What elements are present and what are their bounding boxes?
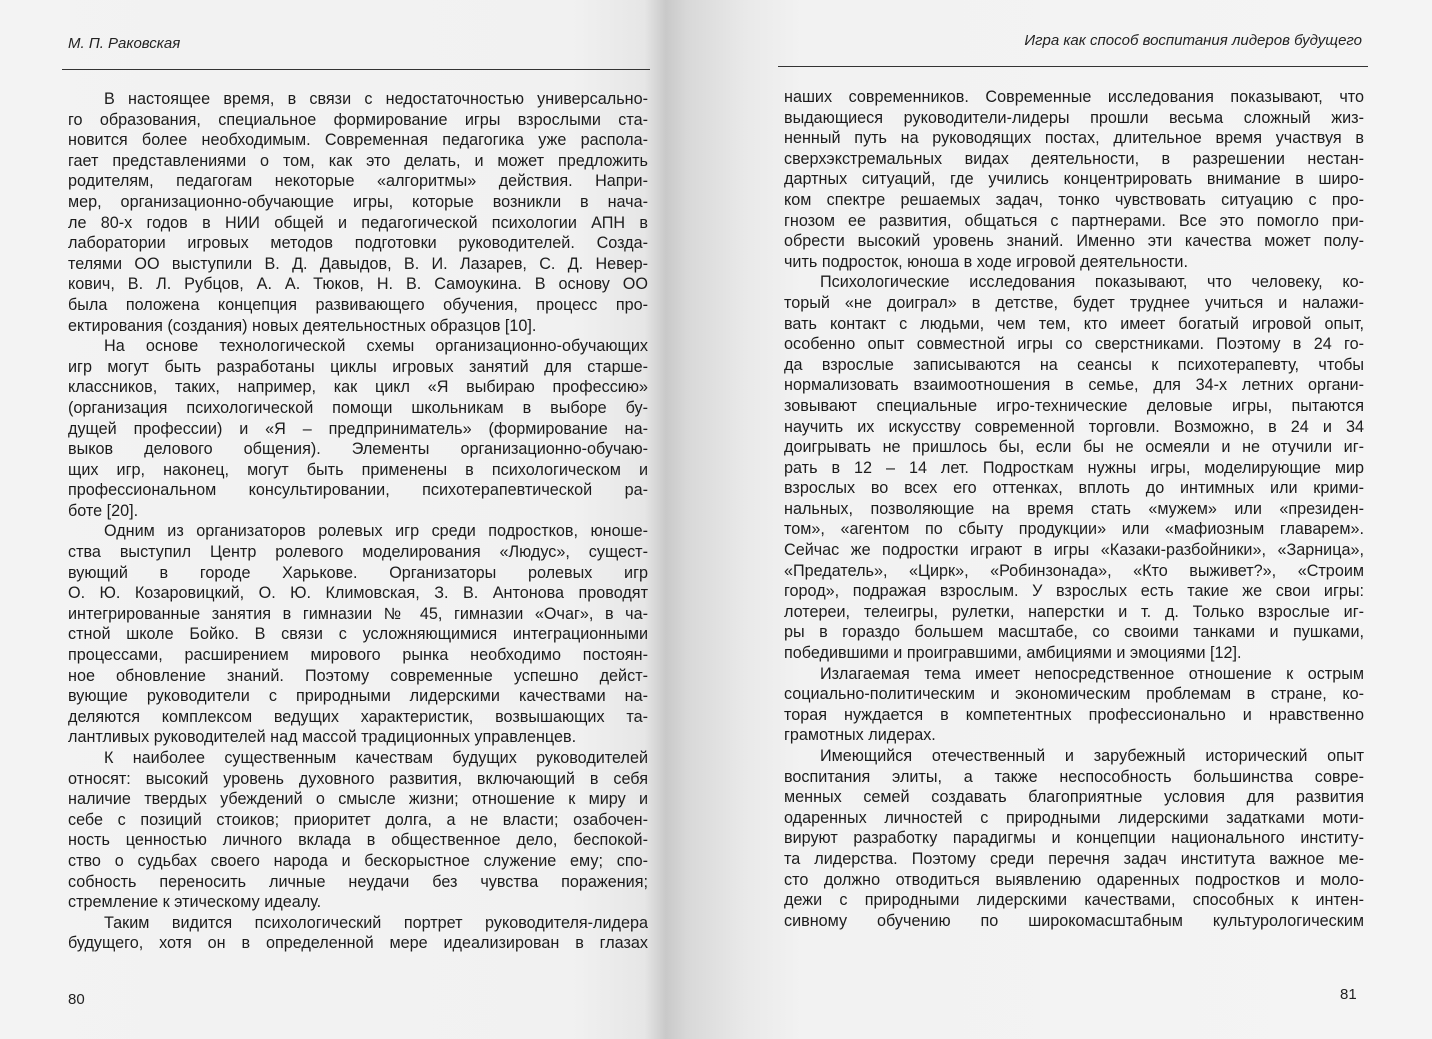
text-line: стной школе Бойко. В связи с усложняющимися интеграционными bbox=[68, 625, 648, 644]
text-line: интегрированные занятия в гимназии № 45, гимназии «Очаг», в ча- bbox=[68, 604, 648, 623]
text-line: дартных ситуаций, где учились концентрировать внимание в широ- bbox=[784, 170, 1364, 189]
text-line: «Предатель», «Цирк», «Робинзонада», «Кто выживет?», «Строим bbox=[784, 561, 1364, 580]
text-line: ры в гораздо большем масштабе, со своими танками и пушками, bbox=[784, 623, 1364, 642]
text-line: Таким видится психологический портрет руководителя-лидера bbox=[104, 913, 648, 932]
text-line: нальных, позволяющие на время стать «мужем» или «президен- bbox=[784, 499, 1364, 518]
text-line: чить подросток, юноша в ходе игровой деятельности. bbox=[784, 252, 1188, 271]
header-rule-right bbox=[778, 66, 1368, 67]
text-line: ное обновление знаний. Поэтому современные успешно дейст- bbox=[68, 666, 648, 685]
text-line: выдающиеся руководители-лидеры прошли весьма сложный жиз- bbox=[784, 108, 1364, 127]
text-line: обрести высокий уровень знаний. Именно эти качества может полу- bbox=[784, 232, 1364, 251]
text-line: лотереи, телеигры, рулетки, наперстки и т. д. Только взрослые иг- bbox=[784, 602, 1364, 621]
text-line: новится более необходимым. Современная педагогика уже распола- bbox=[68, 131, 648, 150]
text-line: боте [20]. bbox=[68, 501, 139, 520]
text-line: торый «не доиграл» в детстве, будет труднее учиться и налажи- bbox=[784, 293, 1364, 312]
text-line: взрослых во всех его оттенках, вплоть до интимных или крими- bbox=[784, 479, 1364, 498]
text-line: нормализовать взаимоотношения в семье, для 34-х летних органи- bbox=[784, 376, 1364, 395]
text-line: ле 80-х годов в НИИ общей и педагогической психологии АПН в bbox=[68, 213, 648, 232]
text-line: вируют разработку парадигмы и концепции национального институ- bbox=[784, 829, 1364, 848]
text-line: воспитания элиты, а также неспособность большинства совре- bbox=[784, 767, 1364, 786]
text-line: щих игр, наконец, могут быть применены в психологическом и bbox=[68, 460, 648, 479]
text-line: вующие руководители с природными лидерскими качествами на- bbox=[68, 687, 648, 706]
page-number-left: 80 bbox=[68, 991, 85, 1008]
text-line: вующий в городе Харькове. Организаторы ролевых игр bbox=[68, 563, 648, 582]
text-line: социально-политическим и экономическим проблемам в стране, ко- bbox=[784, 685, 1364, 704]
text-line: менных семей создавать благоприятные условия для развития bbox=[784, 788, 1364, 807]
text-line: собность переносить личные неудачи без чувства поражения; bbox=[68, 872, 648, 891]
text-line: родителям, педагогам некоторые «алгоритмы» действия. Напри- bbox=[68, 172, 648, 191]
paragraph bbox=[784, 87, 1364, 272]
paragraph bbox=[784, 272, 1364, 663]
text-line: дущей профессии) и «Я – предприниматель» (формирование на- bbox=[68, 419, 648, 438]
text-line: процессами, расширением мирового рынка необходимо постоян- bbox=[68, 646, 648, 665]
text-line: Имеющийся отечественный и зарубежный исторический опыт bbox=[820, 747, 1364, 765]
text-line: зовывают специальные игро-технические деловые игры, пытаются bbox=[784, 396, 1364, 415]
paragraph bbox=[68, 521, 648, 748]
paragraph bbox=[68, 913, 648, 954]
text-line: город», подражая взрослым. У взрослых есть такие же свои игры: bbox=[784, 582, 1364, 601]
text-line: ектирования (создания) новых деятельностных образцов [10]. bbox=[68, 316, 537, 335]
text-line: На основе технологической схемы организационно-обучающих bbox=[104, 337, 648, 356]
text-line: стремление к этическому идеалу. bbox=[68, 893, 322, 912]
text-line: лаборатории игровых методов подготовки руководителей. Созда- bbox=[68, 234, 648, 253]
text-line: Сейчас же подростки играют в игры «Казаки-разбойники», «Зарница», bbox=[784, 541, 1364, 560]
text-line: (организация психологической помощи школьникам в выборе бу- bbox=[68, 398, 648, 417]
text-line: наличие твердых убеждений о смысле жизни; отношение к миру и bbox=[68, 790, 648, 809]
text-line: ства выступил Центр ролевого моделирования «Людус», сущест- bbox=[68, 543, 648, 562]
text-line: рать в 12 – 14 лет. Подросткам нужны игры, моделирующие мир bbox=[784, 458, 1364, 477]
text-line: себе с позиций стоиков; приоритет долга, а не власти; озабочен- bbox=[68, 810, 648, 829]
text-line: ком спектре решаемых задач, тонко чувствовать ситуацию с про- bbox=[784, 190, 1364, 209]
text-line: кович, В. Л. Рубцов, А. А. Тюков, Н. В. Самоукина. В основу ОО bbox=[68, 275, 648, 294]
text-line: ство о судьбах своего народа и бескорыстное служение ему; спо- bbox=[68, 851, 648, 870]
text-line: гает представлениями о том, как это делать, и может предложить bbox=[68, 151, 648, 170]
text-line: да взрослые записываются на сеансы к психотерапевту, чтобы bbox=[784, 355, 1364, 374]
text-line: Одним из организаторов ролевых игр среди подростков, юноше- bbox=[104, 522, 648, 541]
text-line: К наиболее существенным качествам будущих руководителей bbox=[104, 749, 648, 767]
paragraph bbox=[784, 746, 1364, 931]
paragraph bbox=[68, 748, 648, 913]
text-line: выков делового общения). Элементы организационно-обучаю- bbox=[68, 440, 648, 459]
text-line: вать контакт с людьми, чем тем, кто имеет богатый игровой опыт, bbox=[784, 314, 1364, 333]
text-line: победившими и проигравшими, амбициями и эмоциями [12]. bbox=[784, 644, 1242, 663]
text-line: одаренных личностей с природными лидерскими задатками моти- bbox=[784, 808, 1364, 827]
running-header-title: Игра как способ воспитания лидеров будущего bbox=[1024, 32, 1362, 49]
header-rule-left bbox=[62, 69, 650, 70]
text-line: деляются комплексом ведущих характеристик, возвышающих та- bbox=[68, 707, 648, 726]
paragraph bbox=[68, 89, 648, 336]
paragraph bbox=[68, 336, 648, 521]
text-line: наших современников. Современные исследования показывают, что bbox=[784, 88, 1364, 106]
text-line: том», «агентом по сбыту продукции» или «мафиозным главарем». bbox=[784, 520, 1364, 539]
text-line: особенно опыт совместной игры со сверстниками. Поэтому в 24 го- bbox=[784, 335, 1364, 354]
text-line: торая нуждается в компетентных профессионально и нравственно bbox=[784, 705, 1364, 724]
text-line: Психологические исследования показывают, что человеку, ко- bbox=[820, 273, 1364, 292]
text-line: та лидерства. Поэтому среди перечня задач института важное ме- bbox=[784, 849, 1364, 868]
text-line: ненный путь на руководящих постах, длительное время участвуя в bbox=[784, 129, 1364, 148]
text-line: В настоящее время, в связи с недостаточностью универсально- bbox=[104, 90, 648, 108]
text-line: грамотных лидерах. bbox=[784, 726, 936, 745]
text-line: научить их искусству современной торговли. Возможно, в 24 и 34 bbox=[784, 417, 1364, 436]
text-line: гнозом ее развития, общаться с партнерами. Все это помогло при- bbox=[784, 211, 1364, 230]
text-line: Излагаемая тема имеет непосредственное отношение к острым bbox=[820, 664, 1364, 683]
text-line: сивному обучению по широкомасштабным культурологическим bbox=[784, 911, 1364, 930]
text-line: игр могут быть разработаны циклы игровых занятий для старше- bbox=[68, 357, 648, 376]
text-line: ность ценностью личного вклада в общественное дело, беспокой- bbox=[68, 831, 648, 850]
text-line: О. Ю. Козаровицкий, О. Ю. Климовская, З. В. Антонова проводят bbox=[68, 584, 648, 603]
text-line: классников, таких, например, как цикл «Я выбираю профессию» bbox=[68, 378, 648, 397]
left-page-body bbox=[68, 89, 648, 954]
text-line: была положена концепция развивающего обучения, процесс про- bbox=[68, 295, 648, 314]
text-line: сверхэкстремальных видах деятельности, в разрешении нестан- bbox=[784, 149, 1364, 168]
text-line: лантливых руководителей над массой традиционных управленцев. bbox=[68, 728, 577, 747]
right-page-body bbox=[784, 87, 1364, 931]
text-line: сто должно отводиться выявлению одаренных подростков и моло- bbox=[784, 870, 1364, 889]
text-line: профессиональном консультировании, психотерапевтической ра- bbox=[68, 481, 648, 500]
text-line: доигрывать не пришлось бы, если бы не осмеяли и не отучили иг- bbox=[784, 438, 1364, 457]
text-line: будущего, хотя он в определенной мере идеализирован в глазах bbox=[68, 934, 648, 953]
text-line: относят: высокий уровень духовного развития, включающий в себя bbox=[68, 769, 648, 788]
text-line: телями ОО выступили В. Д. Давыдов, В. И. Лазарев, С. Д. Невер- bbox=[68, 254, 648, 273]
text-line: го образования, специальное формирование игры взрослыми ста- bbox=[68, 110, 648, 129]
running-header-author: М. П. Раковская bbox=[68, 35, 181, 52]
page-number-right: 81 bbox=[1340, 986, 1357, 1003]
paragraph bbox=[784, 664, 1364, 746]
text-line: дежи с природными лидерскими качествами, способных к интен- bbox=[784, 891, 1364, 910]
text-line: мер, организационно-обучающие игры, которые возникли в нача- bbox=[68, 192, 648, 211]
